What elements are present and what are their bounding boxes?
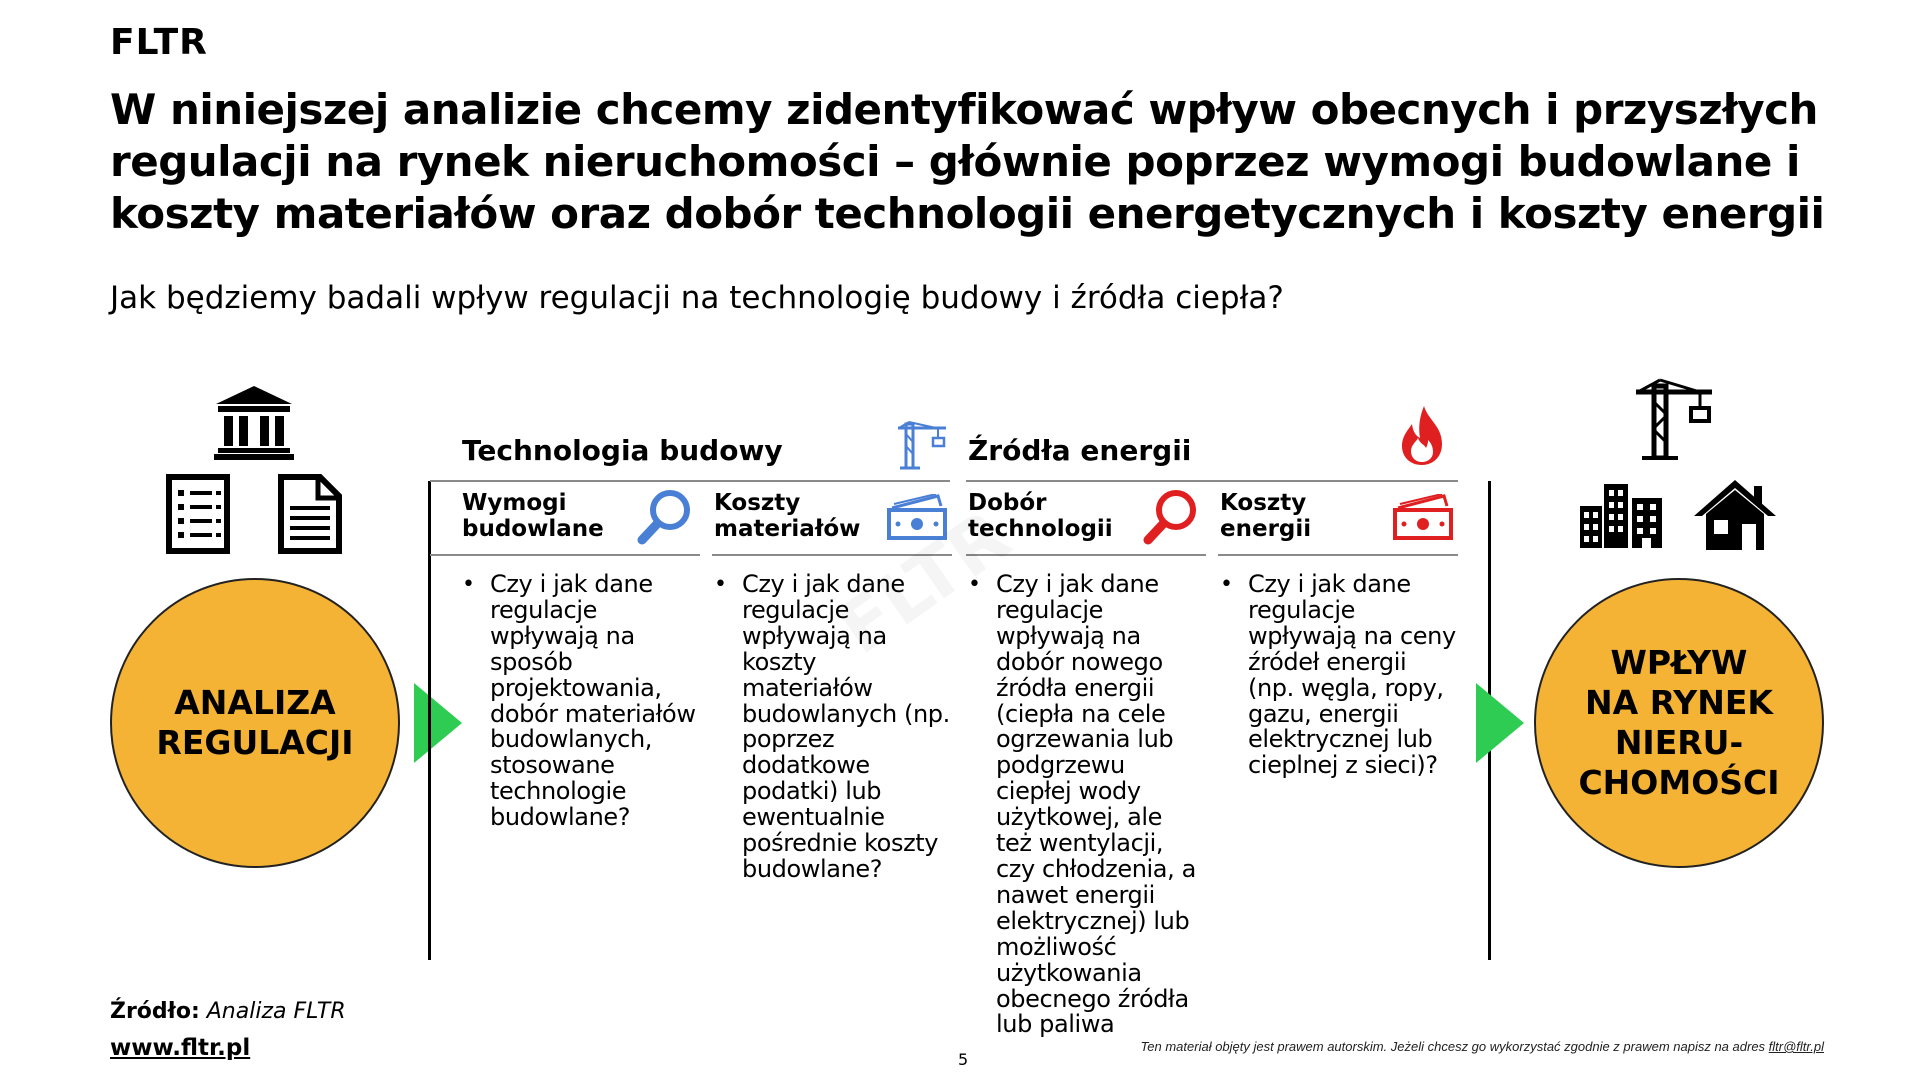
bullet-text-energy-costs: Czy i jak dane regulacje wpływają na ceny źródeł energii (np. węgla, ropy, gazu, energii elektrycznej lub cieplnej z sieci)? bbox=[1248, 570, 1456, 780]
analysis-circle bbox=[110, 578, 400, 868]
column-title-materials-line2: materiałów bbox=[714, 516, 861, 542]
impact-label-line2: NA RYNEK bbox=[1585, 683, 1773, 722]
source-text: Analiza FLTR bbox=[206, 999, 346, 1024]
crane-icon bbox=[896, 420, 948, 470]
column-underline-1 bbox=[430, 554, 700, 556]
bullet-marker: • bbox=[968, 572, 981, 597]
source-label: Źródło: bbox=[110, 999, 200, 1024]
section-underline-energy bbox=[966, 480, 1458, 482]
column-title-requirements-line2: budowlane bbox=[462, 516, 604, 542]
column-body-requirements bbox=[462, 572, 698, 831]
column-body-technology bbox=[968, 572, 1204, 1038]
impact-label-line3: NIERU- bbox=[1614, 723, 1744, 762]
column-title-technology-line1: Dobór bbox=[968, 490, 1047, 516]
brand-logo: FLTR bbox=[110, 22, 208, 63]
column-underline-4 bbox=[1218, 554, 1458, 556]
government-building-icon bbox=[214, 384, 294, 460]
column-title-technology-line2: technologii bbox=[968, 516, 1113, 542]
page-number: 5 bbox=[958, 1050, 969, 1069]
column-title-energy-costs-line1: Koszty bbox=[1220, 490, 1307, 516]
flame-icon bbox=[1398, 404, 1446, 466]
bullet-marker: • bbox=[462, 572, 475, 597]
checklist-document-icon bbox=[166, 474, 230, 554]
bullet-marker: • bbox=[714, 572, 727, 597]
column-title-requirements-line1: Wymogi bbox=[462, 490, 567, 516]
document-icon bbox=[278, 474, 342, 554]
bullet-text-technology: Czy i jak dane regulacje wpływają na dobór nowego źródła energii (ciepła na cele ogrzewania lub podgrzewu ciepłej wody użytkowej, ale też wentylacji, czy chłodzenia, a nawet energii elektrycznej) lub możliwość użytkowania obecnego źródła lub paliwa bbox=[996, 570, 1196, 1039]
section-title-energy: Źródła energii bbox=[968, 434, 1192, 467]
magnifier-icon bbox=[636, 488, 694, 546]
magnifier-icon-red bbox=[1142, 488, 1200, 546]
bullet-text-requirements: Czy i jak dane regulacje wpływają na sposób projektowania, dobór materiałów budowlanych, stosowane technologie budowlane? bbox=[490, 570, 696, 832]
subtitle: Jak będziemy badali wpływ regulacji na technologię budowy i źródła ciepła? bbox=[110, 280, 1284, 316]
website-link[interactable]: www.fltr.pl bbox=[110, 1035, 251, 1061]
column-title-energy-costs bbox=[1220, 490, 1311, 542]
arrow-right-right bbox=[1476, 683, 1524, 763]
impact-label-line1: WPŁYW bbox=[1610, 643, 1748, 682]
column-title-materials bbox=[714, 490, 860, 542]
column-title-energy-costs-line2: energii bbox=[1220, 516, 1312, 542]
column-body-energy-costs bbox=[1220, 572, 1456, 779]
crane-large-icon bbox=[1634, 378, 1716, 460]
source-note bbox=[110, 999, 346, 1024]
analysis-label-line2: REGULACJI bbox=[156, 723, 354, 762]
house-icon bbox=[1692, 478, 1778, 550]
copyright-note bbox=[1141, 1039, 1824, 1054]
copyright-email-link[interactable]: fltr@fltr.pl bbox=[1768, 1039, 1824, 1054]
market-impact-circle bbox=[1534, 578, 1824, 868]
section-title-construction: Technologia budowy bbox=[462, 434, 783, 467]
headline: W niniejszej analizie chcemy zidentyfikować wpływ obecnych i przyszłych regulacji na rynek nieruchomości – głównie poprzez wymogi budowlane i koszty materiałów oraz dobór technologii energetycznych i koszty energii bbox=[110, 85, 1825, 238]
impact-label-line4: CHOMOŚCI bbox=[1578, 763, 1780, 802]
frame-divider-left bbox=[428, 481, 431, 960]
arrow-right-left bbox=[414, 683, 462, 763]
bullet-text-materials: Czy i jak dane regulacje wpływają na koszty materiałów budowlanych (np. poprzez dodatkowe podatki) lub ewentualnie pośrednie koszty budowlane? bbox=[742, 570, 950, 883]
column-title-materials-line1: Koszty bbox=[714, 490, 801, 516]
analysis-label-line1: ANALIZA bbox=[174, 683, 336, 722]
column-title-requirements bbox=[462, 490, 604, 542]
banknote-icon-red bbox=[1392, 494, 1454, 540]
office-buildings-icon bbox=[1580, 484, 1662, 548]
bullet-marker: • bbox=[1220, 572, 1233, 597]
copyright-text: Ten materiał objęty jest prawem autorskim. Jeżeli chcesz go wykorzystać zgodnie z prawem napisz na adres bbox=[1140, 1039, 1766, 1054]
section-underline-construction bbox=[430, 480, 950, 482]
